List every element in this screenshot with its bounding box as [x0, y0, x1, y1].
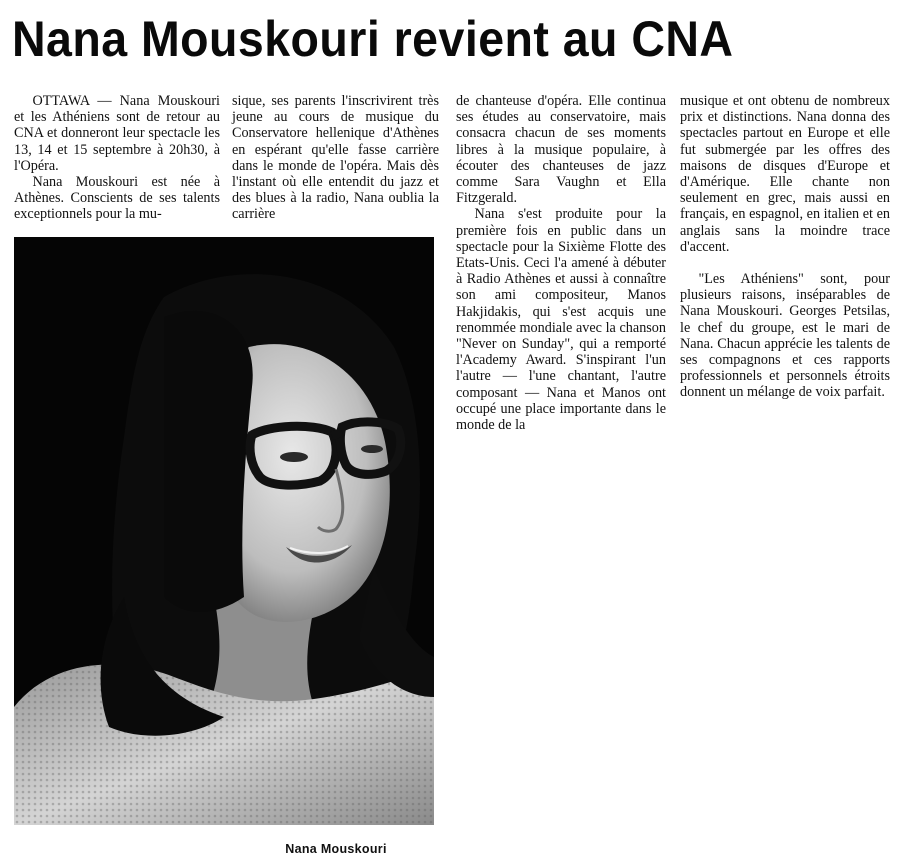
article-column-3 [456, 93, 666, 433]
article-column-4 [680, 93, 890, 401]
photo-caption: Nana Mouskouri [285, 842, 387, 856]
article-column-2 [232, 93, 439, 223]
portrait-photo [14, 237, 434, 825]
portrait-illustration [14, 237, 434, 825]
article-paragraph: sique, ses parents l'inscrivirent très jeune au cours de musique du Conservatore hellenique d'Athènes en espérant qu'elle fasse carrière dans le monde de l'opéra. Mais dès l'instant où elle entendit du jazz et des blues à la radio, Nana oublia la carrière [232, 93, 439, 223]
article-paragraph: "Les Athéniens" sont, pour plusieurs raisons, inséparables de Nana Mouskouri. Georges Petsilas, le chef du groupe, est le mari de Nana. Chacun apprécie les talents de ses compagnons et ces rapports professionnels et personnels étroits donnent un mélange de voix parfait. [680, 271, 890, 401]
article-paragraph: musique et ont obtenu de nombreux prix et distinctions. Nana donna des spectacles partout en Europe et elle fut submergée par les offres des maisons de disques d'Europe et d'Amérique. Elle chante non seulement en grec, mais aussi en français, en espagnol, en italien et en anglais sans la moindre trace d'accent. [680, 93, 890, 255]
headline: Nana Mouskouri revient au CNA [12, 11, 734, 67]
article-paragraph: OTTAWA — Nana Mouskouri et les Athéniens sont de retour au CNA et donneront leur spectacle les 13, 14 et 15 septembre à 20h30, à l'Opéra. [14, 93, 220, 174]
article-paragraph: de chanteuse d'opéra. Elle continua ses études au conservatoire, mais consacra chacun de ses moments libres à la musique populaire, à écouter des chanteuses de jazz comme Sara Vaughn et Ella Fitzgerald. [456, 93, 666, 207]
article-paragraph: Nana Mouskouri est née à Athènes. Conscients de ses talents exceptionnels pour la mu- [14, 174, 220, 223]
article-paragraph: Nana s'est produite pour la première fois en public dans un spectacle pour la Sixième Flotte des Etats-Unis. Ceci l'a amené à débuter à Radio Athènes et aussi à connaître son ami compositeur, Manos Hakjidakis, qui s'est acquis une renommée mondiale avec la chanson "Never on Sunday", qui a remporté l'Academy Award. S'inspirant l'un l'autre — l'une chantant, l'autre composant — Nana et Manos ont occupé une place importante dans le monde de la [456, 206, 666, 434]
article-column-1 [14, 93, 220, 223]
